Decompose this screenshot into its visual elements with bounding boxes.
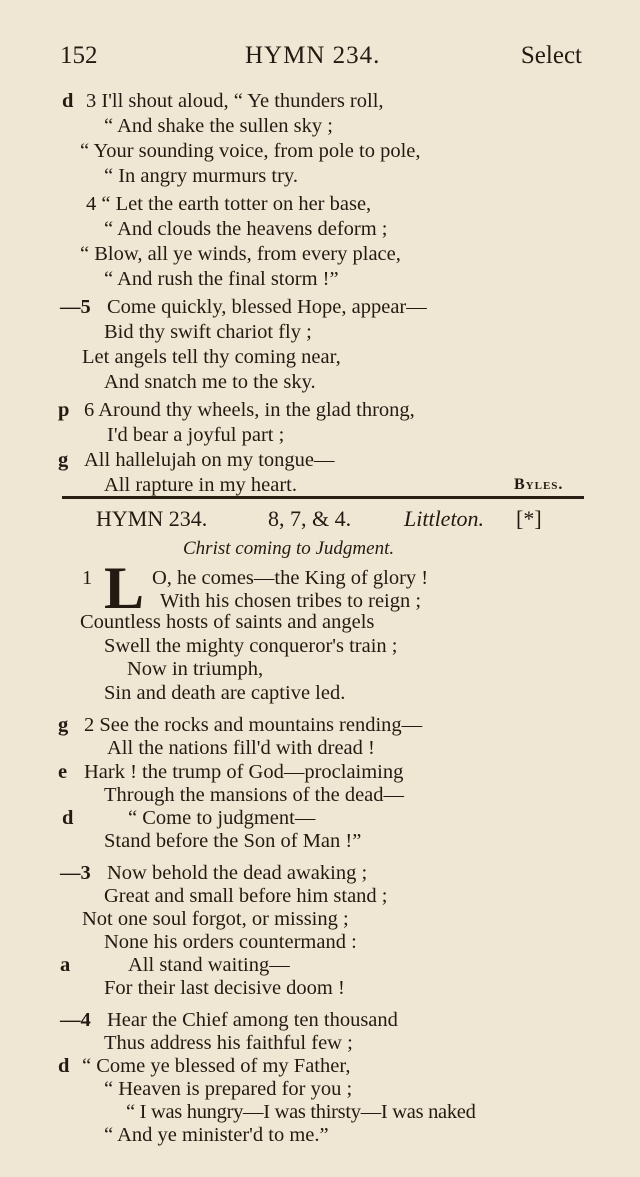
verse-line: Hark ! the trump of God—proclaiming — [84, 761, 404, 783]
dynamic-mark: p — [58, 399, 70, 421]
hymn-note: [*] — [516, 506, 542, 531]
verse-line: “ Blow, all ye winds, from every place, — [80, 243, 401, 265]
dynamic-mark: —4 — [60, 1009, 91, 1031]
verse-line: 2 See the rocks and mountains rending— — [84, 714, 423, 736]
verse-line: “ And ye minister'd to me.” — [104, 1124, 329, 1146]
verse-line: “ And rush the final storm !” — [104, 268, 339, 290]
dynamic-mark: d — [62, 807, 74, 829]
running-header — [60, 42, 582, 78]
verse-line: Come quickly, blessed Hope, appear— — [107, 296, 427, 318]
verse-line: I'd bear a joyful part ; — [107, 424, 285, 446]
verse-line: Let angels tell thy coming near, — [82, 346, 341, 368]
hymn-title: HYMN 234. — [96, 506, 208, 531]
author-attribution: Byles. — [514, 476, 564, 493]
dynamic-mark: a — [60, 954, 71, 976]
verse-line: Thus address his faithful few ; — [104, 1032, 353, 1054]
verse-line: O, he comes—the King of glory ! — [152, 567, 429, 589]
verse-line: And snatch me to the sky. — [104, 371, 316, 393]
verse-line: “ Come ye blessed of my Father, — [82, 1055, 351, 1077]
verse-line: “ And shake the sullen sky ; — [104, 115, 333, 137]
section-label: Select — [520, 42, 582, 69]
verse-line: Hear the Chief among ten thousand — [107, 1009, 398, 1031]
verse-line: Through the mansions of the dead— — [104, 784, 405, 806]
page-number: 152 — [60, 42, 98, 69]
verse-line: All rapture in my heart. — [104, 474, 297, 496]
hymn-subtitle: Christ coming to Judgment. — [183, 538, 395, 559]
dynamic-mark: d — [58, 1055, 70, 1077]
dynamic-mark: d — [62, 90, 74, 112]
verse-line: Not one soul forgot, or missing ; — [82, 908, 349, 930]
verse-line: Now behold the dead awaking ; — [107, 862, 368, 884]
running-title: HYMN 234. — [245, 42, 381, 69]
verse-line: 3 I'll shout aloud, “ Ye thunders roll, — [86, 90, 384, 112]
verse-line: 6 Around thy wheels, in the glad throng, — [84, 399, 415, 421]
verse-line: Swell the mighty conqueror's train ; — [104, 635, 398, 657]
dynamic-mark: g — [58, 714, 69, 736]
verse-line: Bid thy swift chariot fly ; — [104, 321, 312, 343]
section-divider — [62, 496, 584, 499]
verse-line: “ In angry murmurs try. — [104, 165, 298, 187]
verse-line: “ Come to judgment— — [128, 807, 316, 829]
dynamic-mark: e — [58, 761, 68, 783]
verse-line: “ Heaven is prepared for you ; — [104, 1078, 353, 1100]
drop-cap: L — [104, 555, 145, 621]
verse-line: For their last decisive doom ! — [104, 977, 345, 999]
verse-line: Stand before the Son of Man !” — [104, 830, 362, 852]
dynamic-mark: —3 — [60, 862, 91, 884]
dynamic-mark: g — [58, 449, 69, 471]
verse-line: Countless hosts of saints and angels — [80, 611, 375, 633]
verse-line: Now in triumph, — [127, 658, 264, 680]
verse-line: “ I was hungry—I was thirsty—I was naked — [126, 1101, 476, 1123]
verse-line: All the nations fill'd with dread ! — [107, 737, 375, 759]
dynamic-mark: —5 — [60, 296, 91, 318]
verse-line: “ And clouds the heavens deform ; — [104, 218, 388, 240]
verse-line: Great and small before him stand ; — [104, 885, 388, 907]
verse-line: All stand waiting— — [128, 954, 290, 976]
verse-number: 1 — [82, 567, 93, 589]
verse-line: With his chosen tribes to reign ; — [160, 590, 422, 612]
verse-line: None his orders countermand : — [104, 931, 357, 953]
verse-line: “ Your sounding voice, from pole to pole, — [80, 140, 421, 162]
hymn-tune: Littleton. — [404, 506, 485, 531]
verse-line: 4 “ Let the earth totter on her base, — [86, 193, 372, 215]
verse-line: Sin and death are captive led. — [104, 682, 346, 704]
hymn-meter: 8, 7, & 4. — [268, 506, 352, 531]
verse-line: All hallelujah on my tongue— — [84, 449, 335, 471]
